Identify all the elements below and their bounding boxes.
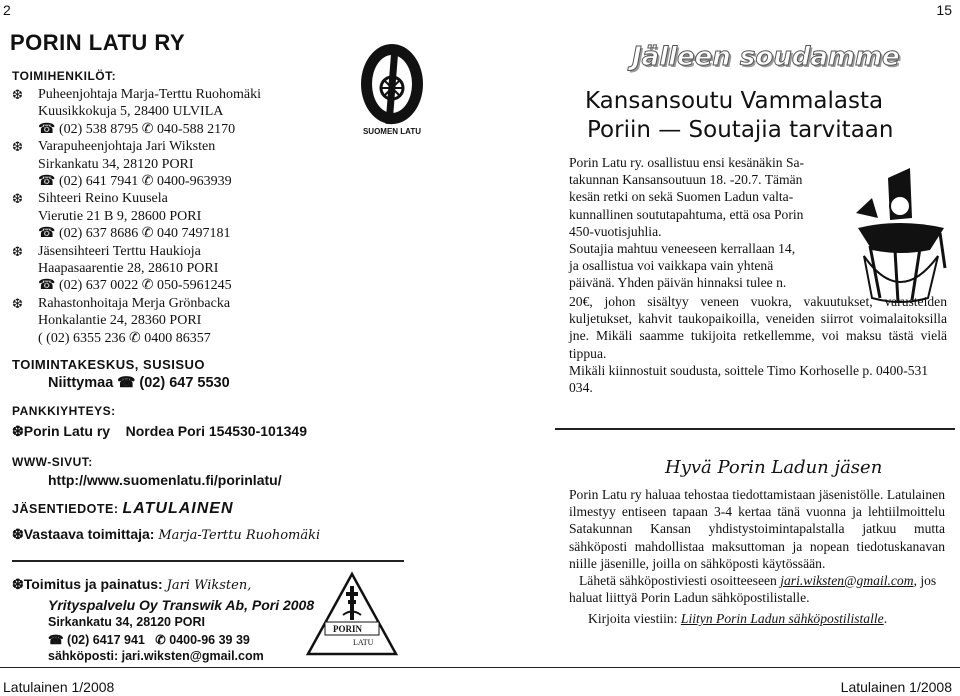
snowflake-bullet-icon: ❆: [12, 526, 24, 542]
porin-latu-logo: [305, 570, 400, 665]
text-line: kesän retki on sekä Suomen Ladun valta-: [569, 189, 794, 205]
magazine-name: LATULAINEN: [122, 500, 234, 517]
official-address: Honkalantie 24, 28360 PORI: [38, 313, 202, 329]
official-name: Rahastonhoitaja Merja Grönbacka: [38, 295, 231, 311]
divider: [12, 560, 404, 562]
print-address: Sirkankatu 34, 28120 PORI: [48, 615, 206, 629]
article1-para1: [569, 154, 839, 292]
official-entry: [12, 295, 352, 347]
snowflake-bullet-icon: ❆: [12, 139, 23, 155]
snowflake-bullet-icon: ❆: [12, 191, 23, 207]
print-phone: ☎ (02) 6417 941 ✆ 0400-96 39 39: [48, 633, 250, 647]
article2-title: Hyvä Porin Ladun jäsen: [665, 457, 883, 478]
official-address: Haapasaarentie 28, 28610 PORI: [38, 261, 219, 277]
text-run: , jos haluat liittyä Porin Ladun sähköpostilistalle.: [569, 573, 937, 606]
text-line: kunnallinen soututapahtuma, että osa Porin: [569, 206, 804, 222]
editor-label: Vastaava toimittaja:: [23, 526, 155, 542]
text-run: Lähetä sähköpostiviesti osoitteeseen: [579, 573, 781, 588]
official-name: Sihteeri Reino Kuusela: [38, 191, 168, 207]
snowflake-bullet-icon: ❆: [12, 576, 24, 592]
suomen-latu-logo-icon: [355, 38, 429, 138]
snowflake-bullet-icon: ❆: [12, 423, 24, 439]
web-heading: WWW-SIVUT:: [12, 455, 93, 469]
print-company: Yrityspalvelu Oy Transwik Ab, Pori 2008: [48, 597, 315, 613]
porin-latu-logo-icon: [305, 570, 400, 665]
editor-line: [12, 526, 320, 543]
article1-para3: 20€, johon sisältyy veneen vuokra, vakuutukset, varusteiden kuljetukset, kahvit taukopaikoilla, veneiden siirrot voimalaitoksilla jne. Mikäli saamme tukijoita retkellemme, voi maksu tästä vielä tippua.: [569, 294, 947, 361]
logo-text: SUOMEN LATU: [362, 127, 422, 136]
subscribe-phrase: Liityn Porin Ladun sähköpostilistalle: [680, 611, 884, 626]
text-line: takunnan Kansansoutuun 18. -20.7. Tämän: [569, 172, 803, 188]
rowing-boat-icon: [850, 158, 950, 308]
officials-heading: TOIMIHENKILÖT:: [12, 69, 117, 83]
web-url-link[interactable]: http://www.suomenlatu.fi/porinlatu/: [48, 472, 282, 488]
footer-right: Latulainen 1/2008: [840, 679, 952, 695]
page-number-right: 15: [936, 2, 952, 18]
text-line: Soutajia mahtuu veneeseen kerrallaan 14,: [569, 241, 796, 257]
center-phone-line: Niittymaa ☎ (02) 647 5530: [48, 375, 230, 391]
text-line: ja osallistua voi vaikkapa vain yhtenä: [569, 258, 774, 274]
bank-heading: PANKKIYHTEYS:: [12, 404, 116, 418]
snowflake-bullet-icon: ❆: [12, 295, 23, 311]
page-number-left: 2: [3, 2, 11, 18]
snowflake-bullet-icon: ❆: [12, 243, 23, 259]
print-name: Jari Wiksten,: [166, 578, 252, 593]
official-phone: ☎ (02) 641 7941 ✆ 0400-963939: [38, 174, 232, 190]
official-entry: [12, 86, 352, 138]
logo2-text-latu: LATU: [353, 638, 374, 647]
official-address: Sirkankatu 34, 28120 PORI: [38, 156, 194, 172]
footer-rule: [0, 667, 960, 668]
text-line: Porin Latu ry. osallistuu ensi kesänäkin Sa-: [569, 155, 805, 170]
decor-title: Jälleen soudamme: [632, 42, 900, 72]
logo2-text-porin: PORIN: [333, 624, 362, 634]
print-label: Toimitus ja painatus:: [23, 576, 163, 592]
editor-heading: [12, 500, 234, 518]
official-entry: [12, 243, 352, 295]
official-name: Varapuheenjohtaja Jari Wiksten: [38, 139, 216, 155]
editor-name: Marja-Terttu Ruohomäki: [158, 528, 321, 543]
article2-para1: Porin Latu ry haluaa tehostaa tiedottamistaan jäsenistölle. Latulainen ilmestyy entiseen tapaan 3-4 kertaa tänä vuonna ja lehtiilmoittelu Satakunnan Kansan yhdistystoimintapalstalla jatkuu mutta sähköposti mahdollistaa maksuttoman ja nopean tiedotuskanavan niille jäsenille, joilla on sähköposti käytössään.: [569, 487, 945, 571]
print-email: sähköposti: jari.wiksten@gmail.com: [48, 649, 264, 663]
official-phone: ( (02) 6355 236 ✆ 0400 86357: [38, 330, 211, 346]
official-phone: ☎ (02) 637 8686 ✆ 040 7497181: [38, 226, 231, 242]
bank-line: [12, 423, 307, 440]
suomen-latu-logo: [355, 38, 429, 138]
email-link[interactable]: jari.wiksten@gmail.com: [780, 573, 914, 588]
footer-left: Latulainen 1/2008: [3, 679, 115, 695]
official-phone: ☎ (02) 637 0022 ✆ 050-5961245: [38, 278, 232, 294]
article-heading-line2: Poriin — Soutajia tarvitaan: [587, 117, 894, 143]
official-name: Jäsensihteeri Terttu Haukioja: [38, 243, 201, 259]
official-address: Vierutie 21 B 9, 28600 PORI: [38, 208, 202, 224]
editor-heading-label: JÄSENTIEDOTE:: [12, 502, 119, 516]
center-heading: TOIMINTAKESKUS, SUSISUO: [12, 357, 206, 372]
official-entry: [12, 138, 352, 190]
print-line: [12, 576, 251, 593]
text-line: päivänä. Yhden päivän hinnaksi tulee n.: [569, 275, 787, 291]
article-heading-line1: Kansansoutu Vammalasta: [585, 88, 884, 114]
rowing-boat-illustration: [850, 158, 950, 308]
official-address: Kuusikkokuja 5, 28400 ULVILA: [38, 104, 224, 120]
text-run: Kirjoita viestiin:: [588, 611, 681, 626]
snowflake-bullet-icon: ❆: [12, 87, 23, 102]
page-title: PORIN LATU RY: [10, 30, 186, 55]
text-run: .: [883, 611, 888, 626]
divider: [555, 428, 955, 430]
bank-account: Porin Latu ry Nordea Pori 154530-101349: [23, 423, 307, 439]
official-entry: [12, 190, 352, 242]
article1-para4: Mikäli kiinnostuit soudusta, soittele Timo Korhoselle p. 0400-531 034.: [569, 363, 929, 396]
text-line: 450-vuotisjuhlia.: [569, 223, 662, 239]
officials-list: [12, 86, 352, 347]
article2-para3: [588, 610, 948, 627]
official-phone: ☎ (02) 538 8795 ✆ 040-588 2170: [38, 121, 236, 137]
official-name: Puheenjohtaja Marja-Terttu Ruohomäki: [38, 87, 261, 102]
article2-para2: [569, 572, 945, 606]
